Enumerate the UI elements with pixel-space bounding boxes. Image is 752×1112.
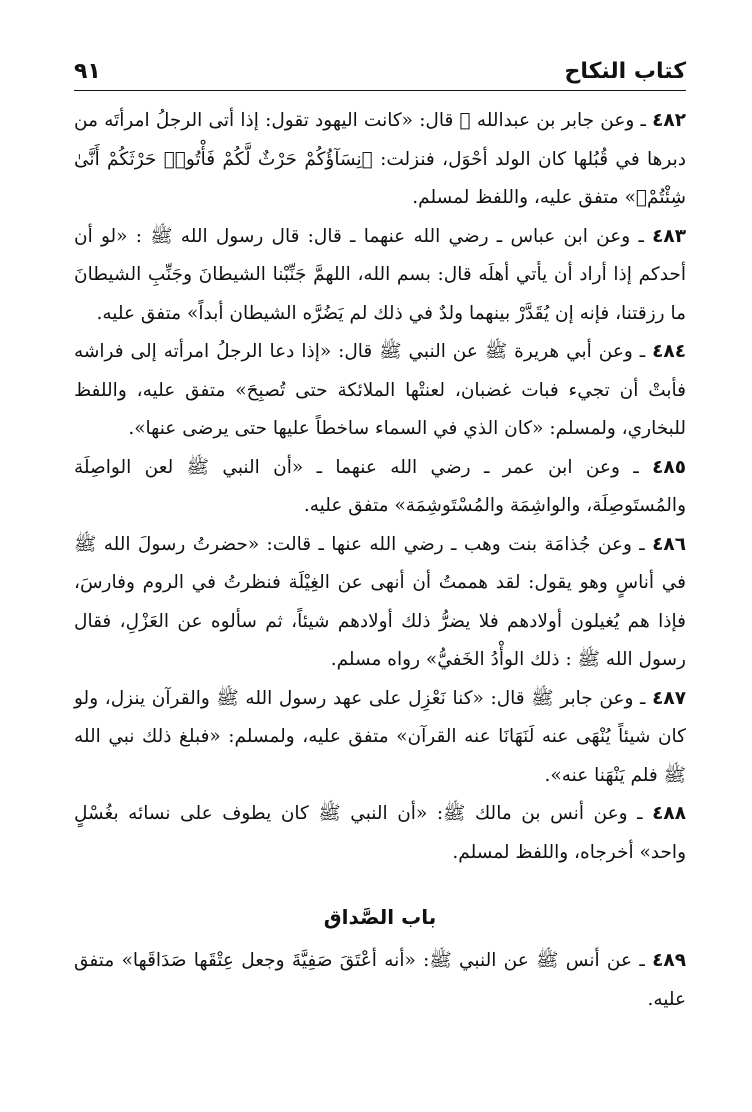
hadith-number: ٤٨٣ [652,225,686,247]
book-title: كتاب النكاح [564,59,686,84]
hadith-number: ٤٨٥ [652,456,687,478]
page-header [74,48,686,91]
hadith-text: ـ وعن ابن عمر ـ رضي الله عنهما ـ «أن النبي ﷺ لعن الواصِلَة والمُستَوصِلَة، والواشِمَة والمُسْتَوشِمَة» متفق عليه. [74,456,686,516]
hadith-paragraph [74,449,686,526]
chapter-heading: باب الصَّداق [323,905,437,929]
hadith-paragraph [74,680,686,796]
hadith-text: ـ وعن أبي هريرة ﷺ عن النبي ﷺ قال: «إذا دعا الرجلُ امرأته إلى فراشه فأبتْ أن تجيء فبات غضبان، لعنتْها الملائكة حتى تُصبِحَ» متفق عليه، واللفظ للبخاري، ولمسلم: «كان الذي في السماء ساخطاً عليها حتى يرضى عنها». [74,341,686,439]
hadith-number: ٤٨٢ [652,110,686,131]
book-page [74,48,686,1088]
hadith-paragraph [74,942,686,1019]
hadith-text: ـ وعن جابر بن عبدالله ﷺ قال: «كانت اليهود تقول: إذا أتى الرجلُ امرأتَه من دبرها في قُبُلها كان الولد أحْوَل، فنزلت: ﴿نِسَآؤُكُمْ حَرْثٌ لَّكُمْ فَأْتُوا۟ حَرْثَكُمْ أَنَّىٰ شِئْتُمْ﴾» متفق عليه، واللفظ لمسلم. [74,110,686,208]
hadith-paragraph [74,795,686,872]
hadith-paragraph [74,526,686,680]
hadith-text: ـ وعن جابر ﷺ قال: «كنا نَعْزِل على عهد رسول الله ﷺ والقرآن ينزل، ولو كان شيئاً يُنْهَى عنه لَنَهَانَا عنه القرآن» متفق عليه، ولمسلم: «فبلغ ذلك نبي الله ﷺ فلم يَنْهَنا عنه». [74,687,686,786]
hadith-number: ٤٨٧ [652,687,686,709]
hadith-number: ٤٨٦ [652,533,686,555]
hadith-number: ٤٨٨ [652,803,686,824]
page-number: ٩١ [74,59,101,84]
hadith-number: ٤٨٩ [652,950,686,971]
hadith-paragraph [74,218,686,334]
hadith-text: ـ وعن ابن عباس ـ رضي الله عنهما ـ قال: قال رسول الله ﷺ : «لو أن أحدكم إذا أراد أن يأتي أهلَه قال: بسم الله، اللهمَّ جَنِّبْنا الشيطانَ وجَنِّبِ الشيطانَ ما رزقتنا، فإنه إن يُقَدَّرْ بينهما ولدٌ في ذلك لم يَضُرَّه الشيطان أبداً» متفق عليه. [74,225,686,324]
hadith-paragraph [74,333,686,449]
hadith-paragraph [74,102,686,218]
hadith-text: ـ وعن أنس بن مالك ﷺ: «أن النبي ﷺ كان يطوف على نسائه بغُسْلٍ واحد» أخرجاه، واللفظ لمسلم. [74,803,686,863]
hadith-text: ـ عن أنس ﷺ عن النبي ﷺ: «أنه أعْتَقَ صَفِيَّةَ وجعل عِتْقَها صَدَاقَها» متفق عليه. [74,950,686,1010]
hadith-text: ـ وعن جُذامَة بنت وهب ـ رضي الله عنها ـ قالت: «حضرتُ رسولَ الله ﷺ في أناسٍ وهو يقول: لقد هممتُ أن أنهى عن الغِيْلَة فنظرتُ في الروم وفارسَ، فإذا هم يُغيلون أولادهم فلا يضرُّ ذلك أولادهم شيئاً، ثم سألوه عن العَزْلِ، فقال رسول الله ﷺ : ذلك الوأْدُ الخَفيُّ» رواه مسلم. [74,533,686,670]
hadith-number: ٤٨٤ [652,341,686,362]
